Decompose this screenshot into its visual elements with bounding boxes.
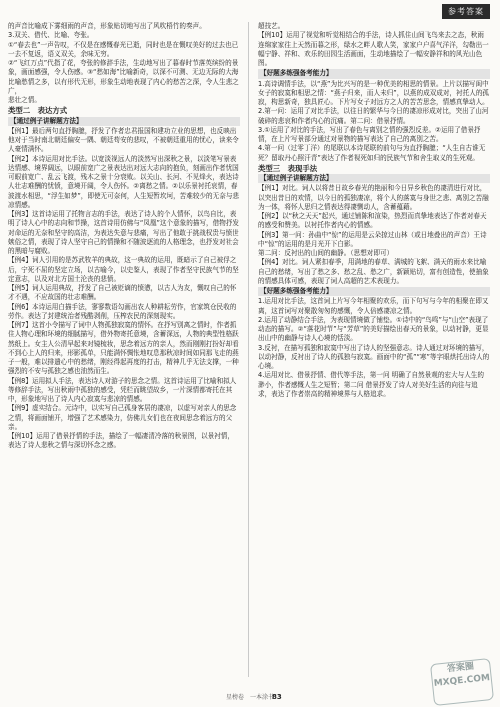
page-number: 83 <box>272 693 282 701</box>
answer-paragraph: 【例9】虚实结合。元诗中，以实写自己孤身客居的凄凉，以虚写对亲人的思念之情，将画面铺开，增强了艺术感染力，仿佛儿女们也在夜间思念着远方的父亲。 <box>8 404 237 431</box>
answer-paragraph: 【例1】对比。词人以将昔日故乡春光的艳丽和今日异乡秋色的凄清进行对比，以突出昔日的欢情，以今日的孤独凄凉，将个人的落寞与身世之悲、离别之苦融为一体，将怀人思归之情表达得凄恻动人，含蓄蕴藉。 <box>258 184 489 211</box>
column-divider <box>248 22 249 677</box>
answer-paragraph: 【例6】本诗运用白描手法，寥寥数语勾画出农人种耕耘劳作，官家筑仓民收的劳作。表达了封建统治者残酷剥削，压榨农民的深刻现实。 <box>8 302 237 320</box>
answer-paragraph: 【例3】第一问：孙曲中“惊”的运用是云朵掠过山林（或日地叠出的声音）王诗中“惊”的运用的是月光开下白影。 <box>258 230 487 248</box>
right-column <box>258 22 490 399</box>
left-column <box>8 22 240 451</box>
answer-paragraph: 3.反衬，在描写孤独和寂寞中写出了诗人的坚强意志。诗人通过对环境的描写，以动衬静，反衬出了诗人的孤独与寂寞。画面中的“孤”“寒”等字眼烘托出诗人的心境。 <box>258 343 490 370</box>
answer-paragraph: 超技艺。 <box>258 22 285 30</box>
answer-paragraph: 2.运用了动静结合手法，为表现情境做了铺垫。①诗中的“鸟鸣”与“山空”表现了动态的描写。②“落花时节”与“芳草”的美好描绘出春天的景象，以动衬静，更显出山中的幽静与诗人心境的恬淡。 <box>258 315 489 343</box>
subsection-label: 【好题多练强备考能力】 <box>258 287 490 296</box>
answer-paragraph: 【例7】这首小令描写了词中人物孤独寂寞的情怀。在抒写别离之情时，作者抓住人物心理和环境的细腻描写，借外物寄托意境，含蓄深远，人物的典型性格跃然纸上。女主人公清早起来对镜梳妆，思念着远方的亲人，然而刚刚打扮好却看不到心上人的归来，形影孤单，只能满怀惆怅地叹息那秋凉时间如同那飞走的燕子一般，难以排遣心中的愁绪，刚经得起再度的打击，精神几乎无法支撑，一种强烈的不安与孤独之感也油然而生。 <box>8 321 239 376</box>
answer-paragraph: 1.运用对比手法，这首词上片写今年相聚的欢乐，而下句写与今年的相聚在即又离，这首词写对聚散匆匆的感慨，令人倍感凄凉之情。 <box>258 297 489 315</box>
answer-paragraph: 【例2】本诗运用对比手法。以宽淡视远人的淡然写出深秋之景，以淡笔写景表达情感、境界阔远，以眼前宽广之景表达出对远大志向的抱负，刻画出作者忧国可眼前宽广、乱云飞渡，残木之景十分衰败。以关山、长河、不见烽火，表达诗人壮志难酬的忧愤，意境开阔，令人伤怀。②离愁之情。②以乐景衬托哀情，春波渡水相思，“浮生如梦”，即使无可奈何，人生短暂坎坷，苦难较少的无奈与悲凉情感。 <box>8 154 240 209</box>
section-heading: 类型三 表现手法 <box>258 163 318 173</box>
answer-paragraph: ①“春去也”一声告叹，不仅是在感慨春光已逝，同时也是在慨叹美好的过去也已一去不复返，语义双关，余味无穷。 <box>8 40 239 58</box>
answer-paragraph: 【例10】运用了借景抒情的手法，描绘了一幅凄清冷落的秋景图，以景衬情，表达了诗人悲秋之情与深切怀念之感。 <box>8 432 234 450</box>
subsection-label: 【通过例子讲解题方法】 <box>258 174 490 183</box>
answer-paragraph: 2.第一问：运用了对比手法，以往日的繁华与今日的凄凉形成对比，突出了山河破碎的悲哀和作者内心的沉痛。第二问：借景抒情。 <box>258 107 489 125</box>
answer-paragraph: ②“飞红万点”代指了花，夸张的修辞手法，生动地写出了暮春时节落英缤纷的景象，画面感强，令人伤感。③“愁如海”比喻新奇，以深不可测、无边无际的大海比喻愁情之多，以有形代无形，形象生动地表现了内心的愁苦之深，令人生悲之广， <box>8 59 239 95</box>
subsection-label: 【通过例子讲解题方法】 <box>8 117 240 126</box>
section-heading: 类型二 表达方式 <box>8 106 68 116</box>
answer-paragraph: 3.双关、借代、比喻、夸张。 <box>8 31 94 40</box>
footer-series: 星榜卷 一本涂书 <box>225 694 274 701</box>
answer-paragraph: 【例10】运用了视觉和听觉相结合的手法，诗人抓住山间飞鸟来去之态，秋雨连绵家家往上天然而暮之形，绿水之畔人歌人笑，家家户户喜气洋洋，勾勒出一幅宁静、祥和、欢乐的田园生活画面，生动地描绘了一幅安静祥和的风光山色图。 <box>258 31 489 67</box>
answer-paragraph: 【例4】对比。词人紧扣春季，用满地的春草、满城的飞絮、满天的雨水来比喻自己的愁绪，写出了愁之多、愁之乱、愁之广，新颖贴切，富有创造性，使抽象的情感具体可感，表现了词人高超的艺术表现力。 <box>258 258 489 285</box>
answer-paragraph: 【例3】这首诗运用了托物言志的手法，表达了诗人的个人情怀，以鸟自比，表明了诗人心中的志向和节操，这首诗用仿佛与“凤凰”这个意象的描写，借物抒发对命运的无奈和坚守的高洁，为表达失意与悲痛，写出了他敢于挑战权贵与愤世嫉俗之情，表现了诗人坚守自己的情操和不随波逐流的人格理念，也抒发对社会的黑暗与腐败。 <box>8 210 240 255</box>
answer-paragraph: 1.高诗调情手法，以“燕”为比兴写的是一种优美的相思的情景。上片以描写闺中女子的寂寞和相思之情：“燕子归来，而人未归”，以燕的成双成对，衬托人的孤寂，构思新奇，独具匠心。下片写女子对远方之人的苦苦思念，情感真挚动人。 <box>258 79 490 106</box>
answer-paragraph: 【例1】最后两句直抒胸臆，抒发了作者忠君报国和建功立业的思想，也反映出他对于当时南北朝廷偏安一隅、朝廷苟安的悲叹，不被朝廷重用的忧心，读来令人豪情满怀。 <box>8 126 239 154</box>
answer-paragraph: 【例4】词人引用的是苏武牧羊的典故，这一典故的运用，既暗示了自己被俘之后，宁死不屈的坚定立场，以古喻今，以史鉴人，表现了作者坚守民族气节的坚定意志，以及对北方国土沦丧的悲愤。 <box>8 256 239 283</box>
answer-paragraph: 悲壮之情。 <box>8 96 41 104</box>
answer-paragraph: 【例2】以“秋之天天”起兴，通过铺陈和渲染，热烈而真挚地表达了作者对春天的感受和赞美。以衬托作者内心的情感。 <box>258 212 487 230</box>
subsection-label: 【好题多练强备考能力】 <box>258 69 490 78</box>
answer-paragraph: 【例5】词人运用典故，抒发了自己被贬谪的愤懑，以古人为友，慨叹自己的怀才不遇，不应故国的壮志难酬。 <box>8 284 237 302</box>
answer-paragraph: 第二问：反衬出的山间的幽静。（思想对即可） <box>258 249 394 257</box>
answer-paragraph: 【例8】运用拟人手法，表达诗人对游子的思念之情。这首诗运用了比喻和拟人等修辞手法，写出秋雨中孤独的感受，凭栏而眺望故乡，一片深情都寄托在其中，形象地写出了诗人内心寂寞与悲凉的情感。 <box>8 376 237 403</box>
answer-paragraph: 4.运用对比、借景抒情、借代等手法，第一问 明确了自然景观的宏大与人生的渺小，作者感慨人生之短暂；第二问 借景抒发了诗人对美好生活的向往与追求，表达了作者崇高的精神境界与人格追求。 <box>258 371 484 398</box>
watermark-stamp: 答案圈 MXQE.COM <box>430 658 494 706</box>
answer-paragraph: 的声音比喻成下雾细雨的声音，形象贴切地写出了风吹梧竹的奏声。 <box>8 22 206 30</box>
answer-section-tab: 参考答案 <box>442 4 490 19</box>
answer-paragraph: 4.第一问（过零丁洋）的尾联以本诗尾联的前句与为直抒胸臆；“人生自古谁无死？留取丹心照汗青”表达了作者视死如归的民族气节和舍生取义的生死观。 <box>258 144 486 162</box>
answer-paragraph: 3.①运用了对比的手法，写出了春色与离别之情的强烈反差。②运用了借景抒情，在上片写景部分通过对景物的描写表达了自己的离别之苦。 <box>258 125 481 143</box>
